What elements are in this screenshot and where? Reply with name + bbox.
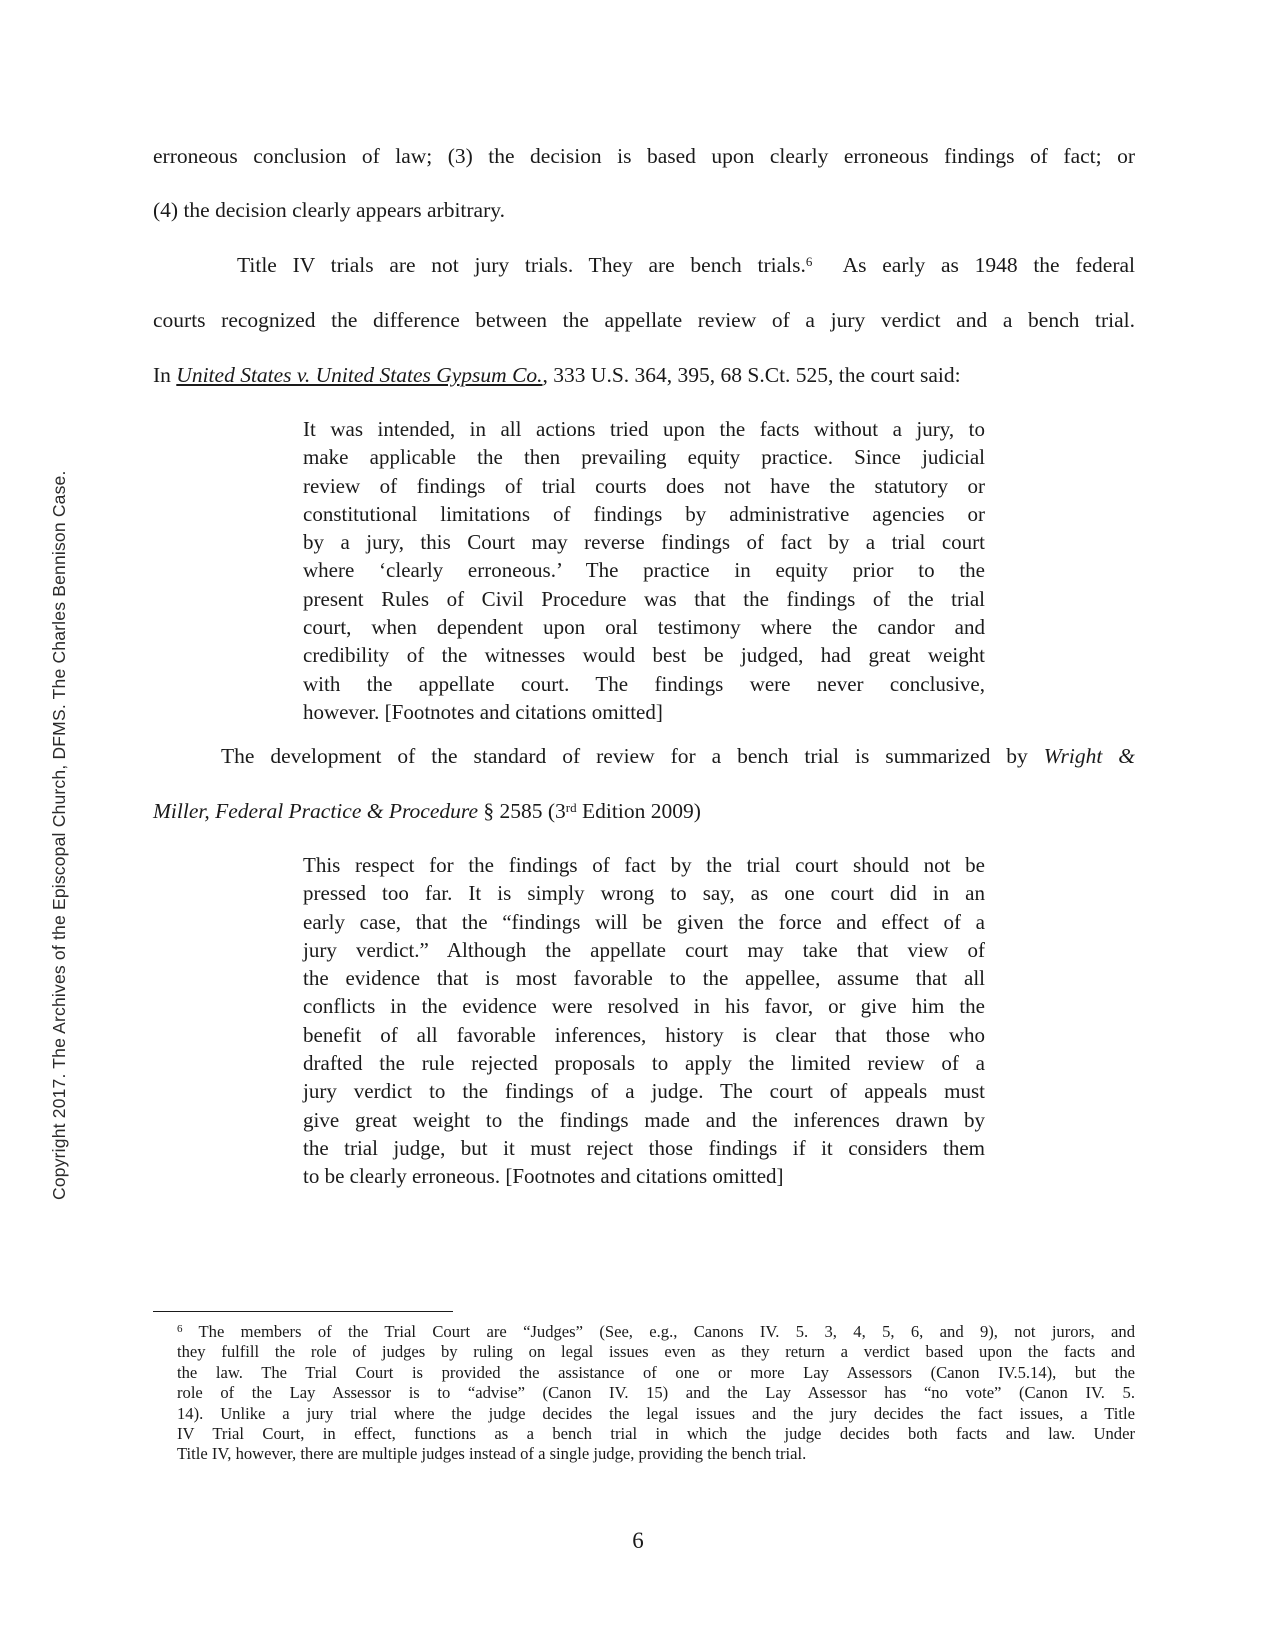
quote-1-line: where ‘clearly erroneous.’ The practice in equity prior to the xyxy=(303,558,985,583)
treatise-edition: Edition 2009) xyxy=(576,799,701,823)
paragraph-1-line-1: erroneous conclusion of law; (3) the decision is based upon clearly erroneous findings of fact; or xyxy=(153,144,1135,168)
treatise-author: Wright & xyxy=(1043,744,1135,768)
quote-1-line: credibility of the witnesses would best be judged, had great weight xyxy=(303,643,985,668)
citation-detail: , 333 U.S. 364, 395, 68 S.Ct. 525, the court said: xyxy=(542,363,961,387)
paragraph-1-line-2: (4) the decision clearly appears arbitrary. xyxy=(153,198,505,222)
footnote-6 xyxy=(177,1322,1135,1465)
block-quote-2 xyxy=(303,851,985,1191)
quote-2-line: conflicts in the evidence were resolved in his favor, or give him the xyxy=(303,994,985,1019)
quote-1-line: present Rules of Civil Procedure was that the findings of the trial xyxy=(303,586,985,611)
paragraph-2-text-b: As early as 1948 the federal xyxy=(812,253,1135,277)
copyright-watermark: Copyright 2017. The Archives of the Episcopal Church, DFMS. The Charles Bennison Case. xyxy=(49,470,69,1200)
quote-1-line: constitutional limitations of findings by administrative agencies or xyxy=(303,501,985,526)
paragraph-3-line-2 xyxy=(153,797,1135,826)
quote-2-line: give great weight to the findings made and the inferences drawn by xyxy=(303,1107,985,1132)
footnote-line: role of the Lay Assessor is to “advise” (Canon IV. 15) and the Lay Assessor has “no vote” (Canon IV. 5. xyxy=(177,1383,1135,1403)
footnote-line: the law. The Trial Court is provided the assistance of one or more Lay Assessors (Canon IV.5.14), but the xyxy=(177,1362,1135,1382)
quote-2-line: benefit of all favorable inferences, history is clear that those who xyxy=(303,1022,985,1047)
quote-1-line: review of findings of trial courts does not have the statutory or xyxy=(303,473,985,498)
quote-2-line: This respect for the findings of fact by the trial court should not be xyxy=(303,853,985,877)
treatise-title: Miller, Federal Practice & Procedure xyxy=(153,799,478,823)
edition-ordinal: rd xyxy=(565,800,577,815)
footnote-line xyxy=(177,1322,1135,1342)
block-quote-1 xyxy=(303,415,985,726)
paragraph-2-text-a: Title IV trials are not jury trials. They are bench trials. xyxy=(237,253,806,277)
quote-1-line: court, when dependent upon oral testimony where the candor and xyxy=(303,615,985,640)
footnote-line: IV Trial Court, in effect, functions as a bench trial in which the judge decides both facts and law. Under xyxy=(177,1424,1135,1444)
footnote-line: they fulfill the role of judges by ruling on legal issues even as they return a verdict based upon the facts and xyxy=(177,1342,1135,1362)
paragraph-3-line-1 xyxy=(153,742,1135,771)
quote-2-line: jury verdict to the findings of a judge. The court of appeals must xyxy=(303,1079,985,1104)
treatise-section: § 2585 (3 xyxy=(478,799,566,823)
quote-1-line: with the appellate court. The findings were never conclusive, xyxy=(303,671,985,696)
quote-2-line: jury verdict.” Although the appellate court may take that view of xyxy=(303,937,985,962)
paragraph-2-line-3 xyxy=(153,361,1135,390)
footnote-ref-6: 6 xyxy=(805,254,813,269)
quote-2-line: to be clearly erroneous. [Footnotes and citations omitted] xyxy=(303,1164,784,1189)
paragraph-2-in: In xyxy=(153,363,177,387)
paragraph-2-line-2: courts recognized the difference between the appellate review of a jury verdict and a bench trial. xyxy=(153,308,1135,332)
case-citation: United States v. United States Gypsum Co. xyxy=(176,363,543,387)
quote-1-line: It was intended, in all actions tried upon the facts without a jury, to xyxy=(303,417,985,441)
page-number: 6 xyxy=(632,1528,644,1553)
quote-2-line: drafted the rule rejected proposals to apply the limited review of a xyxy=(303,1051,985,1076)
paragraph-3-text-a: The development of the standard of review for a bench trial is summarized by xyxy=(221,744,1044,768)
footnote-line: 14). Unlike a jury trial where the judge decides the legal issues and the jury decides the fact issues, a Title xyxy=(177,1403,1135,1423)
footnote-separator xyxy=(153,1311,453,1312)
footnote-line-text: The members of the Trial Court are “Judges” (See, e.g., Canons IV. 5. 3, 4, 5, 6, and 9), not jurors, and xyxy=(182,1322,1135,1341)
quote-1-line: by a jury, this Court may reverse findings of fact by a trial court xyxy=(303,530,985,555)
footnote-number: 6 xyxy=(177,1323,183,1335)
quote-2-line: early case, that the “findings will be given the force and effect of a xyxy=(303,909,985,934)
quote-1-line: however. [Footnotes and citations omitted] xyxy=(303,699,663,724)
footnote-line: Title IV, however, there are multiple judges instead of a single judge, providing the bench trial. xyxy=(177,1444,807,1464)
quote-2-line: pressed too far. It is simply wrong to say, as one court did in an xyxy=(303,881,985,906)
quote-2-line: the trial judge, but it must reject those findings if it considers them xyxy=(303,1135,985,1160)
quote-2-line: the evidence that is most favorable to the appellee, assume that all xyxy=(303,966,985,991)
paragraph-2-line-1 xyxy=(153,251,1135,280)
quote-1-line: make applicable the then prevailing equity practice. Since judicial xyxy=(303,445,985,470)
